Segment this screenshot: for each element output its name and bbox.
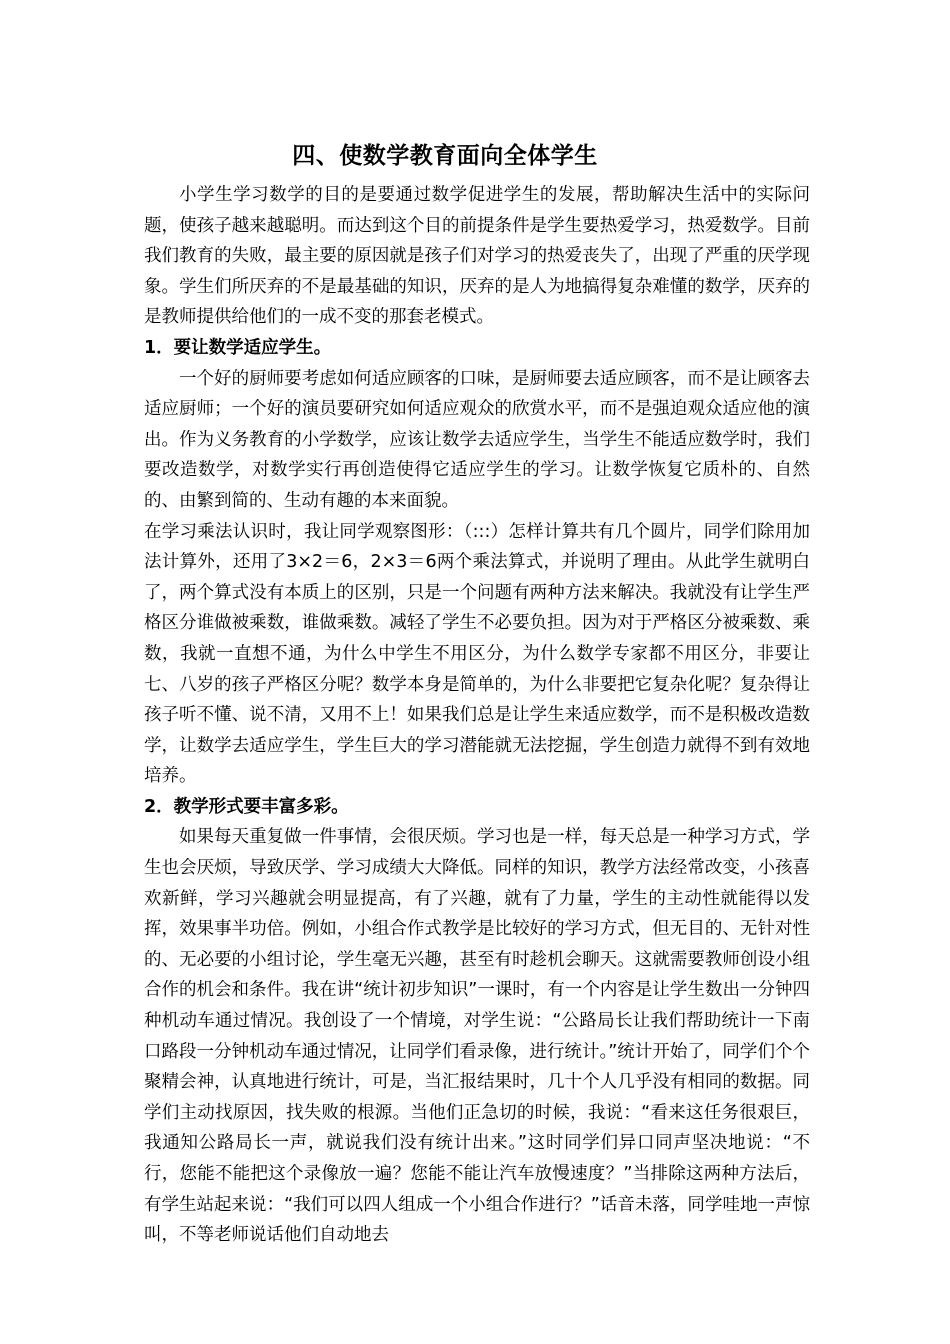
section-2-paragraph: 如果每天重复做一件事情，会很厌烦。学习也是一样，每天总是一种学习方式，学生也会厌烦，导致厌学、学习成绩大大降低。同样的知识，教学方法经常改变，小孩喜欢新鲜，学习兴趣就会明显提高，有了兴趣，就有了力量，学生的主动性就能得以发挥，效果事半功倍。例如，小组合作式教学是比较好的学习方式，但无目的、无针对性的、无必要的小组讨论，学生毫无兴趣，甚至有时趁机会聊天。这就需要教师创设小组合作的机会和条件。我在讲“统计初步知识”一课时，有一个内容是让学生数出一分钟四种机动车通过情况。我创设了一个情境，对学生说：“公路局长让我们帮助统计一下南口路段一分钟机动车通过情况，让同学们看录像，进行统计。”统计开始了，同学们个个聚精会神，认真地进行统计，可是，当汇报结果时，几十个人几乎没有相同的数据。同学们主动找原因，找失败的根源。当他们正急切的时候，我说：“看来这任务很艰巨，我通知公路局长一声，就说我们没有统计出来。”这时同学们异口同声坚决地说：“不行，您能不能把这个录像放一遍？您能不能让汽车放慢速度？”当排除这两种方法后，有学生站起来说：“我们可以四人组成一个小组合作进行？”话音未落，同学哇地一声惊叫，不等老师说话他们自动地去 <box>144 827 810 1246</box>
section-heading-1: 1．要让数学适应学生。 <box>144 337 332 358</box>
section-heading-2: 2．教学形式要丰富多彩。 <box>144 796 349 817</box>
multiplication-example-paragraph: 在学习乘法认识时，我让同学观察图形：（:::）怎样计算共有几个圆片，同学们除用加法计算外，还用了3×2＝6，2×3＝6两个乘法算式，并说明了理由。从此学生就明白了，两个算式没有本质上的区别，只是一个问题有两种方法来解决。我就没有让学生严格区分谁做被乘数，谁做乘数。减轻了学生不必要负担。因为对于严格区分被乘数、乘数，我就一直想不通，为什么中学生不用区分，为什么数学专家都不用区分，非要让七、八岁的孩子严格区分呢？数学本身是简单的，为什么非要把它复杂化呢？复杂得让孩子听不懂、说不清，又用不上！如果我们总是让学生来适应数学，而不是积极改造数学，让数学去适应学生，学生巨大的学习潜能就无法挖掘，学生创造力就得不到有效地培养。 <box>144 521 810 787</box>
section-1-paragraph: 一个好的厨师要考虑如何适应顾客的口味，是厨师要去适应顾客，而不是让顾客去适应厨师；一个好的演员要研究如何适应观众的欣赏水平，而不是强迫观众适应他的演出。作为义务教育的小学数学，应该让数学去适应学生，当学生不能适应数学时，我们要改造数学，对数学实行再创造使得它适应学生的学习。让数学恢复它质朴的、自然的、由繁到简的、生动有趣的本来面貌。 <box>144 368 810 511</box>
document-body <box>144 180 810 1251</box>
intro-paragraph: 小学生学习数学的目的是要通过数学促进学生的发展，帮助解决生活中的实际问题，使孩子越来越聪明。而达到这个目的前提条件是学生要热爱学习，热爱数学。目前我们教育的失败，最主要的原因就是孩子们对学习的热爱丧失了，出现了严重的厌学现象。学生们所厌弃的不是最基础的知识，厌弃的是人为地搞得复杂难懂的数学，厌弃的是教师提供给他们的一成不变的那套老模式。 <box>144 185 810 328</box>
page-title: 四、使数学教育面向全体学生 <box>292 143 598 169</box>
